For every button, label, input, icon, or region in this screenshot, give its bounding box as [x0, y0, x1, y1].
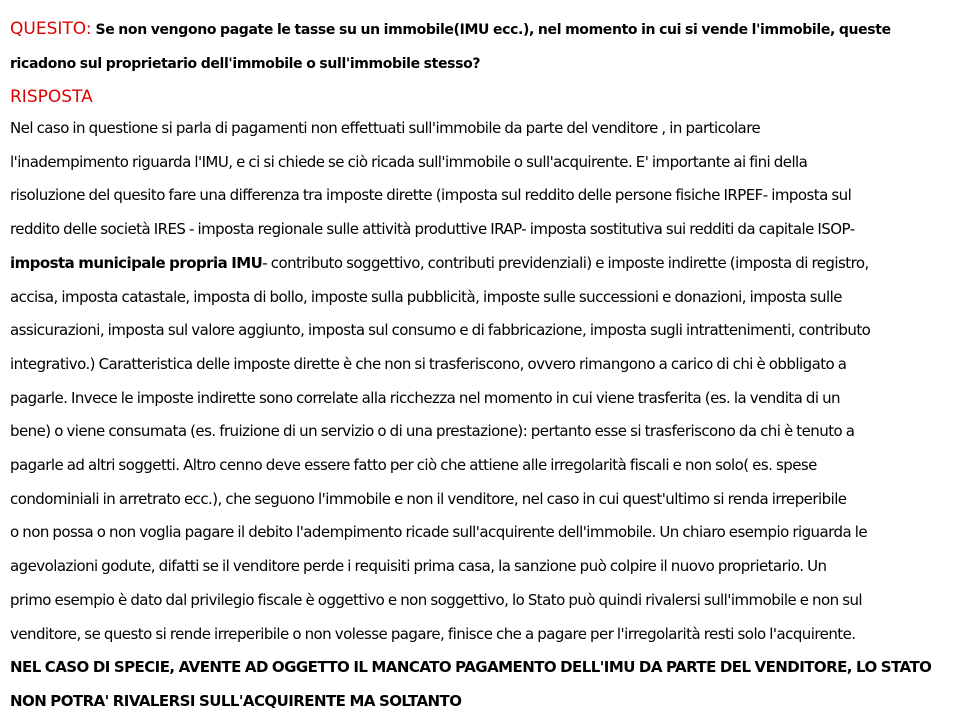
answer-line: reddito delle società IRES - imposta regionale sulle attività produttive IRAP- imposta sostitutiva sui redditi da capitale ISOP-: [10, 220, 855, 239]
question-block: [10, 12, 955, 81]
answer-line: venditore, se questo si rende irreperibile o non volesse pagare, finisce che a pagare per l'irregolarità resti solo l'acquirente.: [10, 624, 856, 643]
answer-line: accisa, imposta catastale, imposta di bollo, imposte sulla pubblicità, imposte sulle successioni e donazioni, imposta sulle: [10, 287, 842, 306]
answer-line: pagarle. Invece le imposte indirette sono correlate alla ricchezza nel momento in cui viene trasferita (es. la vendita di un: [10, 388, 841, 407]
answer-line: agevolazioni godute, difatti se il venditore perde i requisiti prima casa, la sanzione può colpire il nuovo proprietario. Un: [10, 557, 827, 576]
answer-line-imu: [10, 247, 955, 281]
answer-line-rest: - contributo soggettivo, contributi previdenziali) e imposte indirette (imposta di registro,: [262, 253, 869, 272]
conclusion-line-1: NEL CASO DI SPECIE, AVENTE AD OGGETTO IL MANCATO PAGAMENTO DELL'IMU DA PARTE DEL VENDITORE, LO STATO: [10, 658, 932, 677]
answer-line: risoluzione del quesito fare una differenza tra imposte dirette (imposta sul reddito delle persone fisiche IRPEF- imposta sul: [10, 186, 852, 205]
conclusion-line-2: NON POTRA' RIVALERSI SULL'ACQUIRENTE MA SOLTANTO: [10, 691, 462, 710]
answer-line: l'inadempimento riguarda l'IMU, e ci si chiede se ciò ricada sull'immobile o sull'acquirente. E' importante ai fini della: [10, 152, 808, 171]
imu-highlight: imposta municipale propria IMU: [10, 253, 263, 272]
answer-body: [10, 112, 955, 719]
question-label: QUESITO:: [10, 19, 92, 39]
answer-line: pagarle ad altri soggetti. Altro cenno deve essere fatto per ciò che attiene alle irregolarità fiscali e non solo( es. spese: [10, 456, 817, 475]
answer-line: primo esempio è dato dal privilegio fiscale è oggettivo e non soggettivo, lo Stato può quindi rivalersi sull'immobile e non sul: [10, 590, 863, 609]
answer-label: RISPOSTA: [10, 87, 93, 107]
question-text-line-1: Se non vengono pagate le tasse su un immobile(IMU ecc.), nel momento in cui si vende l'immobile, queste: [91, 22, 891, 38]
document-page: [10, 0, 955, 720]
answer-line: assicurazioni, imposta sul valore aggiunto, imposta sul consumo e di fabbricazione, imposta sugli intrattenimenti, contributo: [10, 321, 871, 340]
answer-line: bene) o viene consumata (es. fruizione di un servizio o di una prestazione): pertanto esse si trasferiscono da chi è tenuto a: [10, 422, 855, 441]
answer-line: o non possa o non voglia pagare il debito l'adempimento ricade sull'acquirente dell'immobile. Un chiaro esempio riguarda le: [10, 523, 868, 542]
question-text-line-2: ricadono sul proprietario dell'immobile o sull'immobile stesso?: [10, 56, 481, 72]
answer-line: Nel caso in questione si parla di pagamenti non effettuati sull'immobile da parte del venditore , in particolare: [10, 119, 761, 137]
answer-line: condominiali in arretrato ecc.), che seguono l'immobile e non il venditore, nel caso in cui quest'ultimo si renda irreperibile: [10, 489, 847, 508]
answer-line: integrativo.) Caratteristica delle imposte dirette è che non si trasferiscono, ovvero rimangono a carico di chi è obbligato a: [10, 354, 847, 373]
